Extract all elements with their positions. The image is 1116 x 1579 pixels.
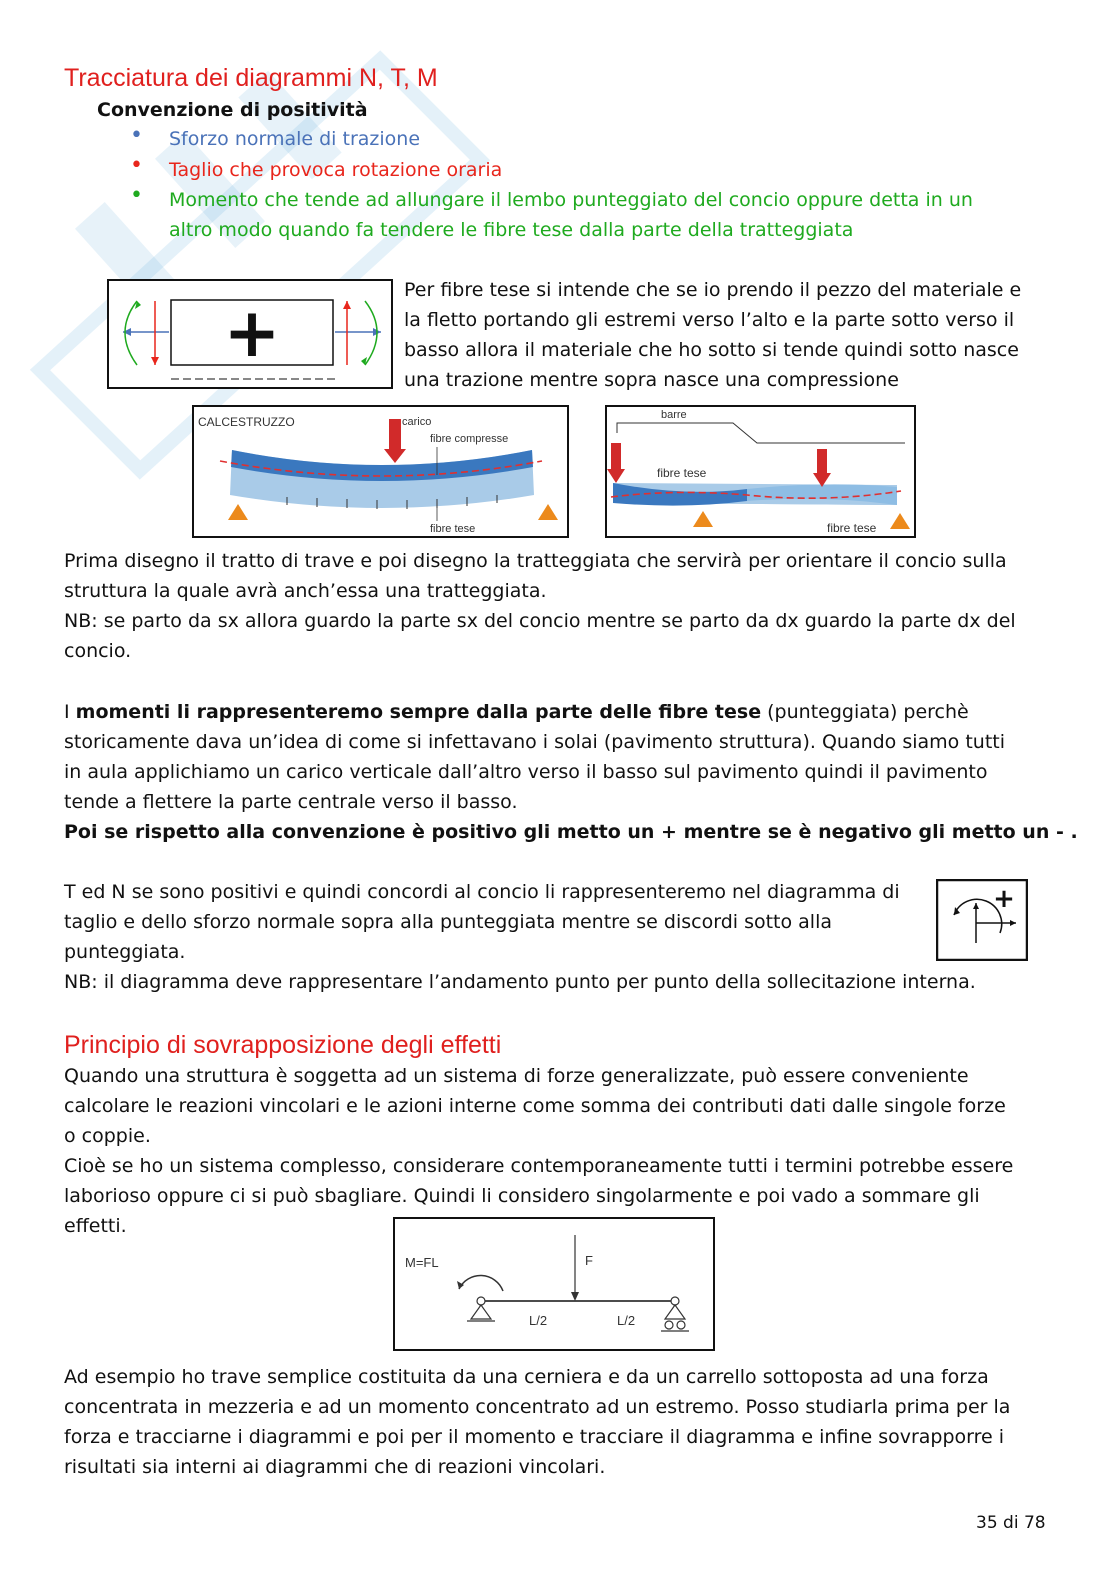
tense-fibres-label: fibre tese: [430, 523, 476, 535]
paragraph-line: NB: se parto da sx allora guardo la parte sx del concio mentre se parto da dx guardo la parte dx del: [64, 610, 1016, 632]
section-title-tracciatura: Tracciatura dei diagrammi N, T, M: [64, 64, 438, 92]
concio-plus-sign: +: [223, 294, 281, 373]
text-lead: I: [64, 701, 76, 723]
paragraph-line: Prima disegno il tratto di trave e poi disegno la tratteggiata che servirà per orientare il concio sulla: [64, 550, 1007, 572]
paragraph-line: Quando una struttura è soggetta ad un sistema di forze generalizzate, può essere conveniente: [64, 1065, 969, 1087]
simple-beam-figure: [393, 1217, 715, 1351]
paragraph-line-mixed: [64, 697, 969, 727]
section-title-sovrapposizione: Principio di sovrapposizione degli effetti: [64, 1031, 502, 1059]
page-number: 35 di 78: [976, 1513, 1046, 1533]
paragraph-line: Cioè se ho un sistema complesso, considerare contemporaneamente tutti i termini potrebbe essere: [64, 1155, 1014, 1177]
paragraph-line: laborioso oppure ci si può sbagliare. Quindi li considero singolarmente e poi vado a sommare gli: [64, 1185, 980, 1207]
subtitle-convenzione: Convenzione di positività: [97, 99, 368, 121]
rebar-beam-figure: [605, 405, 916, 538]
fibre-text-line: la fletto portando gli estremi verso l’alto e la parte sotto verso il: [404, 309, 1015, 331]
half-length-right-label: L/2: [617, 1313, 636, 1328]
paragraph-line: effetti.: [64, 1215, 127, 1237]
paragraph-line: punteggiata.: [64, 941, 186, 963]
rotation-convention-figure: [936, 879, 1028, 961]
bullet-dot: •: [130, 123, 143, 148]
bullet-dot: •: [130, 153, 143, 178]
paragraph-line: T ed N se sono positivi e quindi concordi al concio li rappresenteremo nel diagramma di: [64, 881, 900, 903]
bullet-normal-force: Sforzo normale di trazione: [169, 128, 421, 150]
text-bold: momenti li rappresenteremo sempre dalla parte delle fibre tese: [75, 701, 762, 723]
bullet-shear: Taglio che provoca rotazione oraria: [169, 159, 503, 181]
bullet-moment-line2: altro modo quando fa tendere le fibre tese dalla parte della tratteggiata: [169, 219, 854, 241]
bullet-moment-line1: Momento che tende ad allungare il lembo punteggiato del concio oppure detta in un: [169, 189, 973, 211]
roller-support: [671, 1297, 679, 1305]
text-tail: (punteggiata) perchè: [761, 701, 969, 723]
calcestruzzo-label: CALCESTRUZZO: [198, 415, 295, 429]
fibre-text-line: una trazione mentre sopra nasce una compressione: [404, 369, 899, 391]
paragraph-line: o coppie.: [64, 1125, 151, 1147]
paragraph-line: NB: il diagramma deve rappresentare l’andamento punto per punto della sollecitazione interna.: [64, 971, 976, 993]
bullet-dot: •: [130, 183, 143, 208]
paragraph-line: risultati sia interni ai diagrammi che di reazioni vincolari.: [64, 1456, 606, 1478]
paragraph-line: storicamente dava un’idea di come si infettavano i solai (pavimento struttura). Quando siamo tutti: [64, 731, 1006, 753]
paragraph-line: tende a flettere la parte centrale verso il basso.: [64, 791, 518, 813]
moment-label: M=FL: [405, 1255, 439, 1270]
tense-fibres-bottom-label: fibre tese: [827, 521, 877, 535]
paragraph-bold-line: Poi se rispetto alla convenzione è positivo gli metto un + mentre se è negativo gli metto un - .: [64, 821, 1078, 843]
compressed-fibres-label: fibre compresse: [430, 433, 509, 445]
concio-positivity-figure: [107, 279, 393, 389]
force-label: F: [585, 1253, 593, 1268]
paragraph-line: forza e tracciarne i diagrammi e poi per il momento e tracciare il diagramma e infine sovrapporre i: [64, 1426, 1005, 1448]
rotation-plus-sign: +: [993, 884, 1015, 914]
paragraph-line: calcolare le reazioni vincolari e le azioni interne come somma dei contributi dati dalle singole forze: [64, 1095, 1006, 1117]
fibre-text-line: Per fibre tese si intende che se io prendo il pezzo del materiale e: [404, 279, 1022, 301]
paragraph-line: Ad esempio ho trave semplice costituita da una cerniera e da un carrello sottoposta ad una forza: [64, 1366, 989, 1388]
paragraph-line: concentrata in mezzeria e ad un momento concentrato ad un estremo. Posso studiarla prima per la: [64, 1396, 1011, 1418]
half-length-left-label: L/2: [529, 1313, 548, 1328]
hinge-support: [477, 1297, 485, 1305]
paragraph-line: struttura la quale avrà anch’essa una tratteggiata.: [64, 580, 547, 602]
load-label: carico: [402, 416, 432, 428]
calcestruzzo-beam-figure: [192, 405, 569, 538]
bars-label: barre: [661, 409, 687, 421]
fibre-text-line: basso allora il materiale che ho sotto si tende quindi sotto nasce: [404, 339, 1019, 361]
paragraph-line: in aula applichiamo un carico verticale dall’altro verso il basso sul pavimento quindi il pavimento: [64, 761, 988, 783]
paragraph-line: taglio e dello sforzo normale sopra alla punteggiata mentre se discordi sotto alla: [64, 911, 832, 933]
paragraph-line: concio.: [64, 640, 132, 662]
tense-fibres-top-label: fibre tese: [657, 466, 707, 480]
